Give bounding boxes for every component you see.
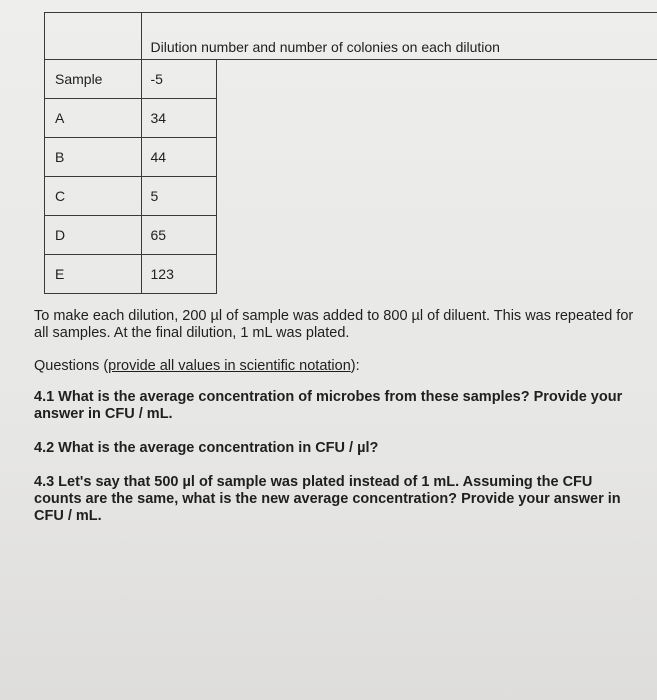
table-header-top-row [45,13,657,60]
blank-cell [216,138,657,177]
table-row [45,255,657,294]
questions-label-end: ): [350,358,360,374]
blank-cell [216,60,657,99]
sample-column-header: Sample [45,60,142,99]
count-cell: 44 [141,138,216,177]
table-row [45,216,657,255]
dilution-instructions: To make each dilution, 200 µl of sample was added to 800 µl of diluent. This was repeated for all samples. At the final dilution, 1 mL was plated. [34,308,634,341]
questions-instruction: provide all values in scientific notation [108,358,351,374]
sample-cell: E [45,255,142,294]
question-text-block [34,308,634,542]
dilution-table [44,12,657,294]
question-4-1: 4.1 What is the average concentration of microbes from these samples? Provide your answer in CFU / mL. [34,389,623,422]
blank-cell [216,216,657,255]
table-row [45,99,657,138]
count-cell: 5 [141,177,216,216]
questions-label: Questions ( [34,358,109,374]
sample-cell: C [45,177,142,216]
question-4-3: 4.3 Let's say that 500 µl of sample was plated instead of 1 mL. Assuming the CFU counts are the same, what is the new average concentration? Provide your answer in CFU / mL. [34,474,621,524]
table-row [45,177,657,216]
sample-cell: B [45,138,142,177]
table-header-row [45,60,657,99]
question-4-2: 4.2 What is the average concentration in CFU / µl? [34,440,379,456]
header-empty-cell [45,13,142,60]
sample-cell: D [45,216,142,255]
count-cell: 34 [141,99,216,138]
blank-cell [216,255,657,294]
count-cell: 123 [141,255,216,294]
dilution-header-label: Dilution number and number of colonies on each dilution [150,39,500,55]
sample-cell: A [45,99,142,138]
table-row [45,138,657,177]
dilution-header [141,13,657,60]
count-cell: 65 [141,216,216,255]
questions-heading [34,358,634,375]
blank-cell [216,99,657,138]
blank-cell [216,177,657,216]
dilution-column-header: -5 [141,60,216,99]
